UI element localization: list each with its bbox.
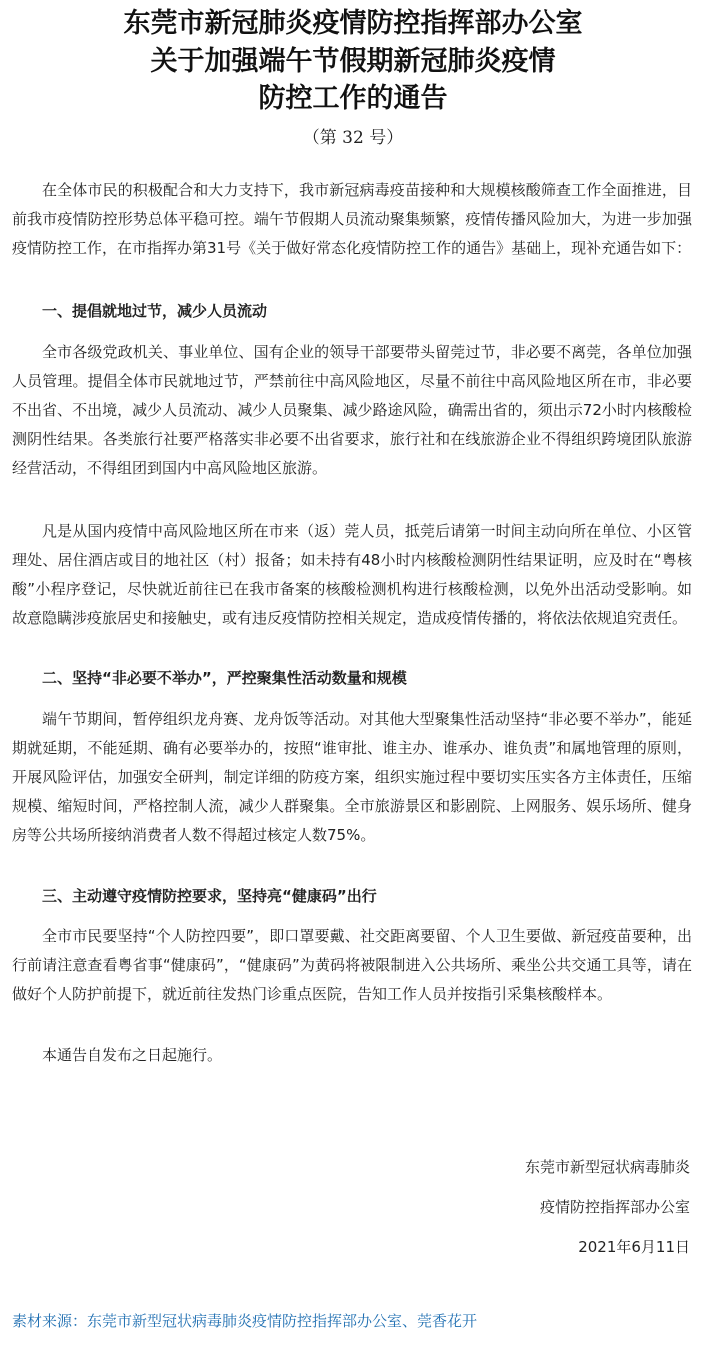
title-line-3: 防控工作的通告: [258, 83, 448, 114]
section-3-paragraph-1: 全市市民要坚持“个人防控四要”，即口罩要戴、社交距离要留、个人卫生要做、新冠疫苗要种，出行前请注意查看粤省事“健康码”，“健康码”为黄码将被限制进入公共场所、乘坐公共交通工具等，请在做好个人防护前提下，就近前往发热门诊重点医院，告知工作人员并按指引采集核酸样本。: [12, 927, 692, 1003]
section-2-heading: 二、坚持“非必要不举办”，严控聚集性活动数量和规模: [42, 669, 407, 687]
section-3-heading: 三、主动遵守疫情防控要求，坚持亮“健康码”出行: [42, 887, 377, 905]
source-credit-link[interactable]: 素材来源：东莞市新型冠状病毒肺炎疫情防控指挥部办公室、莞香花开: [12, 1312, 478, 1330]
document-number: （第 32 号）: [302, 128, 404, 148]
signature-org-line-2: 疫情防控指挥部办公室: [539, 1198, 690, 1216]
section-1-paragraph-1: 全市各级党政机关、事业单位、国有企业的领导干部要带头留莞过节，非必要不离莞，各单位加强人员管理。提倡全体市民就地过节，严禁前往中高风险地区，尽量不前往中高风险地区所在市，非必要不出省、不出境，减少人员流动、减少人员聚集、减少路途风险，确需出省的，须出示72小时内核酸检测阴性结果。各类旅行社要严格落实非必要不出省要求，旅行社和在线旅游企业不得组织跨境团队旅游经营活动，不得组团到国内中高风险地区旅游。: [12, 343, 692, 477]
title-line-1: 东莞市新冠肺炎疫情防控指挥部办公室: [123, 8, 583, 39]
section-2-paragraph-1: 端午节期间，暂停组织龙舟赛、龙舟饭等活动。对其他大型聚集性活动坚持“非必要不举办”，能延期就延期，不能延期、确有必要举办的，按照“谁审批、谁主办、谁承办、谁负责”和属地管理的原则，开展风险评估，加强安全研判，制定详细的防疫方案，组织实施过程中要切实压实各方主体责任，压缩规模、缩短时间，严格控制人流，减少人群聚集。全市旅游景区和影剧院、上网服务、娱乐场所、健身房等公共场所接纳消费者人数不得超过核定人数75%。: [12, 710, 692, 844]
section-1-paragraph-2: 凡是从国内疫情中高风险地区所在市来（返）莞人员，抵莞后请第一时间主动向所在单位、小区管理处、居住酒店或目的地社区（村）报备；如未持有48小时内核酸检测阴性结果证明，应及时在“粤核酸”小程序登记，尽快就近前往已在我市备案的核酸检测机构进行核酸检测，以免外出活动受影响。如故意隐瞒涉疫旅居史和接触史，或有违反疫情防控相关规定，造成疫情传播的，将依法依规追究责任。: [12, 522, 692, 627]
closing-paragraph: 本通告自发布之日起施行。: [42, 1046, 223, 1064]
section-1-heading: 一、提倡就地过节，减少人员流动: [42, 302, 268, 320]
title-line-2: 关于加强端午节假期新冠肺炎疫情: [150, 46, 556, 77]
intro-paragraph: 在全体市民的积极配合和大力支持下，我市新冠病毒疫苗接种和大规模核酸筛查工作全面推进，目前我市疫情防控形势总体平稳可控。端午节假期人员流动聚集频繁，疫情传播风险加大，为进一步加强疫情防控工作，在市指挥办第31号《关于做好常态化疫情防控工作的通告》基础上，现补充通告如下：: [12, 181, 692, 257]
signature-date: 2021年6月11日: [578, 1238, 690, 1256]
signature-org-line-1: 东莞市新型冠状病毒肺炎: [524, 1158, 690, 1176]
